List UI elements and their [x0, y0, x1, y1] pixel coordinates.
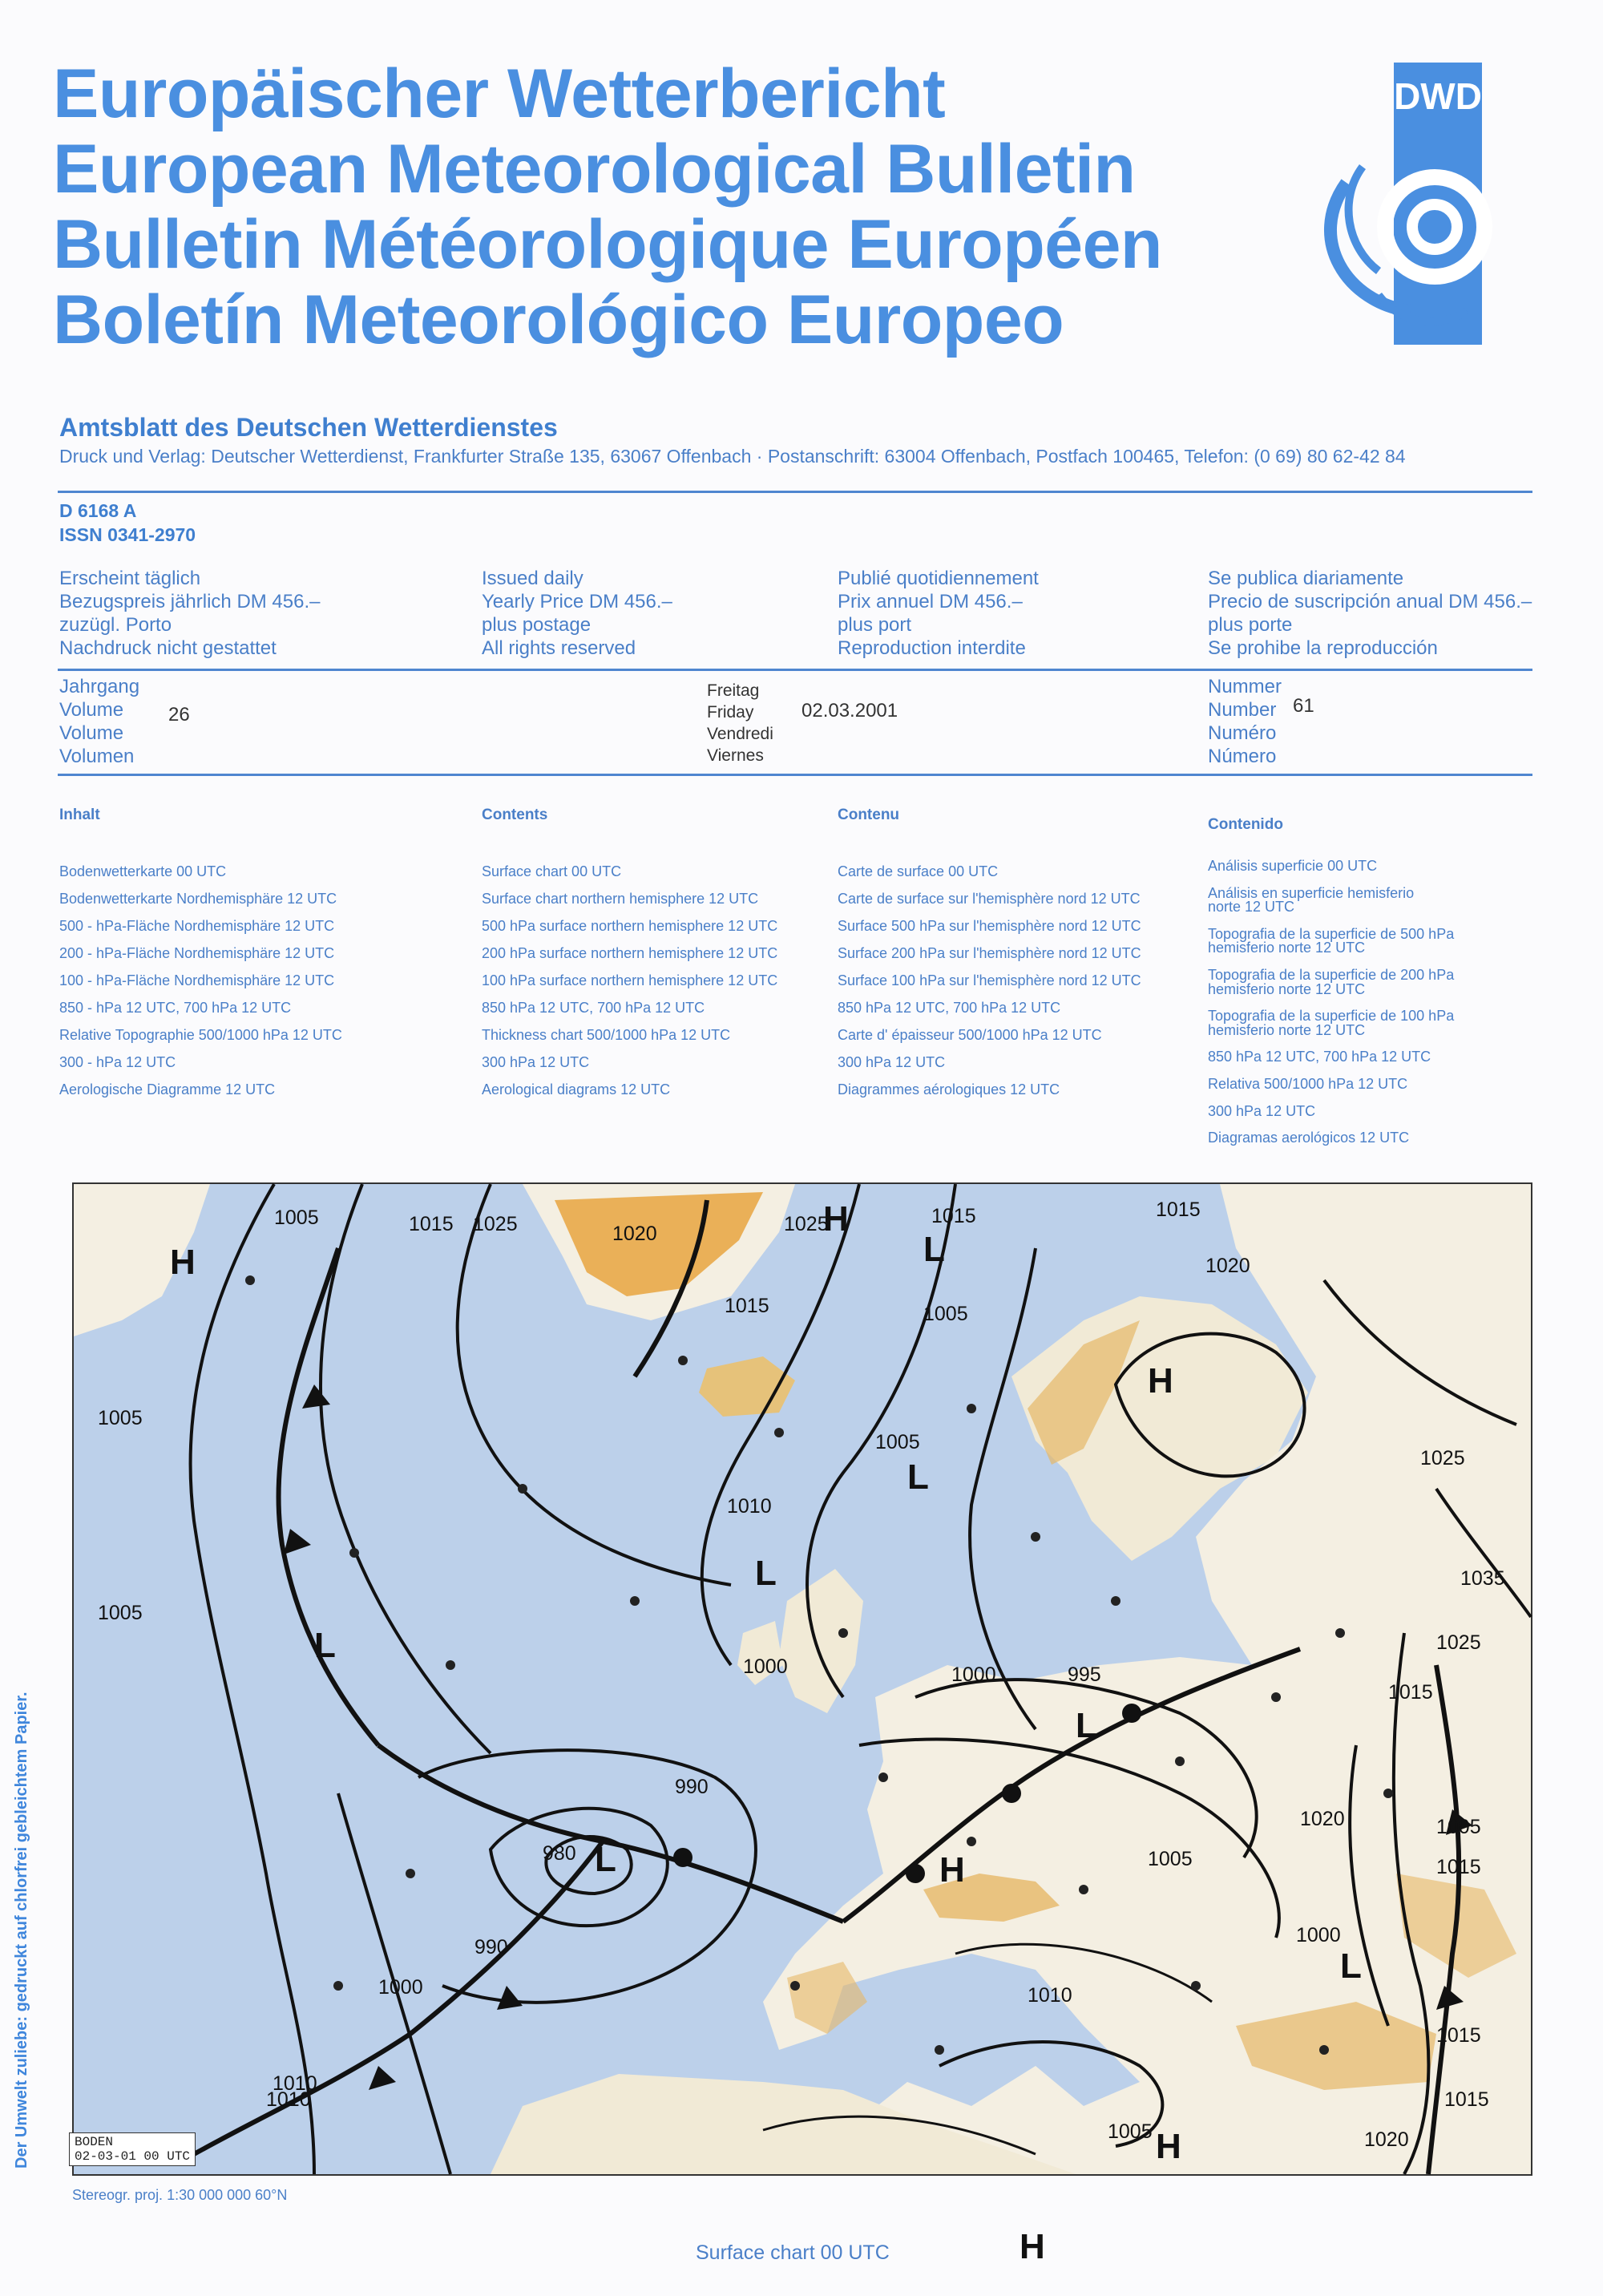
warm-front-semicircle: [673, 1848, 692, 1867]
isobar-label: 1005: [875, 1431, 920, 1453]
isobar-1005-norway: [970, 1248, 1036, 1729]
divider: [58, 774, 1532, 776]
pressure-center-high: H: [823, 1199, 849, 1239]
cold-front-triangle: [284, 1529, 311, 1554]
contents-item: Relative Topographie 500/1000 hPa 12 UTC: [59, 1027, 342, 1043]
isobar-label: 1000: [951, 1663, 996, 1686]
pressure-center-high: H: [939, 1850, 965, 1890]
warm-front-semicircle: [1122, 1704, 1141, 1723]
terms-french: [838, 567, 1039, 660]
contents-english: [482, 858, 777, 1103]
terms-line: plus porte: [1208, 614, 1293, 636]
day-label: Freitag: [707, 681, 760, 700]
isobar-label: 1020: [1300, 1808, 1345, 1830]
terms-spanish: [1208, 567, 1532, 660]
bulletin-titles: [53, 56, 1162, 358]
number-label: Number: [1208, 699, 1277, 721]
terms-line: plus port: [838, 614, 912, 636]
contents-item: Carte de surface 00 UTC: [838, 863, 999, 879]
d-number: D 6168 A: [59, 500, 137, 521]
divider: [58, 491, 1532, 493]
terms-line: Issued daily: [482, 568, 583, 589]
isobar-label: 1005: [98, 1407, 143, 1429]
contents-item: Topografia de la superficie de 200 hPa: [1208, 966, 1455, 983]
dwd-spiral-logo-icon: [1314, 63, 1500, 345]
contents-item: 200 hPa surface northern hemisphere 12 UTC: [482, 945, 778, 961]
contents-item: 850 hPa 12 UTC, 700 hPa 12 UTC: [1208, 1049, 1431, 1065]
isobar-label: 1015: [1444, 2088, 1489, 2111]
isobar-label: 1015: [409, 1213, 454, 1235]
pressure-center-low: L: [907, 1457, 929, 1497]
terms-line: Prix annuel DM 456.–: [838, 591, 1023, 612]
isobar-label: 1015: [725, 1295, 769, 1317]
isobar-label: 1015: [1436, 1856, 1481, 1878]
terms-line: Bezugspreis jährlich DM 456.–: [59, 591, 321, 612]
isobar-label: 1025: [1436, 1631, 1481, 1654]
contents-item: hemisferio norte 12 UTC: [1208, 980, 1366, 997]
pressure-center-low: L: [1076, 1706, 1097, 1745]
isobar-label: 980: [543, 1842, 576, 1865]
publisher-address: Druck und Verlag: Deutscher Wetterdienst, Frankfurter Straße 135, 63067 Offenbach · Postanschrift: 63004 Offenbach, Postfach 100465, Telefon: (0 69) 80 62-42 84: [59, 446, 1406, 467]
contents-item: Análisis superficie 00 UTC: [1208, 858, 1378, 874]
day-labels: [707, 680, 773, 766]
contents-item: Aerological diagrams 12 UTC: [482, 1081, 671, 1097]
contents-item: Surface chart 00 UTC: [482, 863, 622, 879]
front-atlantic-cold: [278, 1248, 378, 1745]
number-label: Número: [1208, 746, 1277, 767]
isobar-label: 1015: [1156, 1199, 1201, 1221]
terms-line: plus postage: [482, 614, 592, 636]
contents-item: hemisferio norte 12 UTC: [1208, 940, 1366, 956]
isobar-label: 1020: [612, 1223, 657, 1245]
contents-item: Topografia de la superficie de 100 hPa: [1208, 1008, 1455, 1025]
projection-note: Stereogr. proj. 1:30 000 000 60°N: [72, 2187, 288, 2203]
publication-ids: [59, 499, 196, 547]
number-label: Nummer: [1208, 676, 1282, 697]
day-label: Vendredi: [707, 725, 773, 743]
contents-german: [59, 858, 342, 1103]
volume-labels: [59, 675, 139, 768]
contents-item: Bodenwetterkarte 00 UTC: [59, 863, 227, 879]
pressure-center-low: L: [1340, 1946, 1362, 1986]
contents-item: 100 hPa surface northern hemisphere 12 UTC: [482, 972, 778, 988]
isobar-label: 1010: [1028, 1984, 1072, 2007]
contents-item: Diagrammes aérologiques 12 UTC: [838, 1081, 1060, 1097]
number-labels: [1208, 675, 1282, 768]
pressure-center-low: L: [755, 1554, 777, 1593]
isobar-label: 1005: [274, 1207, 319, 1229]
terms-line: Se publica diariamente: [1208, 568, 1404, 589]
isobar-990-low: [491, 1809, 668, 1926]
logo-text: DWD: [1394, 75, 1482, 117]
publisher-block: [59, 413, 1406, 467]
terms-line: All rights reserved: [482, 637, 636, 659]
volume-label: Volumen: [59, 746, 135, 767]
isobar-label: 1020: [1205, 1255, 1250, 1277]
side-recycling-note: Der Umwelt zuliebe: gedruckt auf chlorfrei gebleichtem Papier.: [13, 1692, 30, 2169]
title-french: Bulletin Météorologique Européen: [53, 206, 1162, 283]
isobar-label: 990: [474, 1936, 508, 1958]
isobar-label: 1000: [1296, 1924, 1341, 1946]
contents-item: 850 hPa 12 UTC, 700 hPa 12 UTC: [482, 1000, 705, 1016]
terms-line: Reproduction interdite: [838, 637, 1026, 659]
isobar-label: 1010: [727, 1495, 772, 1518]
terms-line: zuzügl. Porto: [59, 614, 172, 636]
land-iceland: [699, 1356, 795, 1417]
isobar-label: 1005: [923, 1303, 968, 1325]
isobar-1005-west: [191, 1184, 314, 2174]
contents-item: Diagramas aerológicos 12 UTC: [1208, 1130, 1410, 1146]
contents-spanish: [1208, 859, 1454, 1146]
isobar-label: 1005: [1148, 1848, 1193, 1870]
volume-label: Volume: [59, 699, 124, 721]
pressure-center-low: L: [314, 1626, 336, 1665]
contents-item: Bodenwetterkarte Nordhemisphäre 12 UTC: [59, 891, 337, 907]
contents-item: 300 - hPa 12 UTC: [59, 1054, 176, 1070]
volume-value: 26: [168, 704, 190, 726]
pressure-center-low: L: [595, 1840, 616, 1879]
isobar-label: 1005: [1108, 2120, 1153, 2143]
isobar-label: 1015: [931, 1205, 976, 1227]
map-stamp-line: BODEN: [75, 2135, 114, 2149]
contents-french: [838, 858, 1141, 1103]
pressure-center-high: H: [1020, 2227, 1045, 2266]
pressure-center-high: H: [170, 1243, 196, 1282]
terms-english: [482, 567, 672, 660]
contents-item: 500 - hPa-Fläche Nordhemisphäre 12 UTC: [59, 918, 335, 934]
pressure-center-high: H: [1156, 2127, 1181, 2166]
contents-item: 300 hPa 12 UTC: [838, 1054, 946, 1070]
contents-item: Topografia de la superficie de 500 hPa: [1208, 925, 1455, 942]
volume-label: Jahrgang: [59, 676, 140, 697]
terms-line: Publié quotidiennement: [838, 568, 1039, 589]
cold-front-triangle: [497, 1986, 523, 2010]
contents-header-german: Inhalt: [59, 806, 100, 823]
contents-header-spanish: Contenido: [1208, 816, 1283, 833]
contents-header-french: Contenu: [838, 806, 900, 823]
isobar-label: 1010: [273, 2072, 317, 2095]
front-occlusion-main: [378, 1745, 843, 1922]
cold-front-triangle: [302, 1384, 330, 1409]
terms-line: Precio de suscripción anual DM 456.–: [1208, 591, 1532, 612]
warm-front-semicircle: [1002, 1784, 1021, 1803]
contents-item: Thickness chart 500/1000 hPa 12 UTC: [482, 1027, 731, 1043]
contents-item: 300 hPa 12 UTC: [1208, 1102, 1316, 1119]
contents-item: Surface 100 hPa sur l'hemisphère nord 12 UTC: [838, 972, 1141, 988]
contents-item: Surface 500 hPa sur l'hemisphère nord 12 UTC: [838, 918, 1141, 934]
isobar-label: 1025: [1420, 1447, 1465, 1469]
map-stamp: [69, 2132, 196, 2166]
contents-item: Análisis en superficie hemisferio: [1208, 884, 1415, 901]
terms-line: Erscheint täglich: [59, 568, 201, 589]
title-english: European Meteorological Bulletin: [53, 131, 1136, 208]
divider: [58, 669, 1532, 671]
pressure-center-high: H: [1148, 1361, 1173, 1401]
map-stamp-line: 02-03-01 00 UTC: [75, 2149, 191, 2164]
isobar-label: 1000: [378, 1976, 423, 1999]
contents-item: 850 hPa 12 UTC, 700 hPa 12 UTC: [838, 1000, 1061, 1016]
publisher-name: Amtsblatt des Deutschen Wetterdienstes: [59, 413, 558, 442]
issue-number: 61: [1293, 695, 1314, 717]
contents-item: Carte de surface sur l'hemisphère nord 12 UTC: [838, 891, 1141, 907]
day-label: Viernes: [707, 746, 764, 765]
day-label: Friday: [707, 703, 754, 722]
isobar-label: 1015: [1436, 2024, 1481, 2047]
issn: ISSN 0341-2970: [59, 524, 196, 545]
contents-item: hemisferio norte 12 UTC: [1208, 1021, 1366, 1038]
cold-front-triangle: [369, 2066, 396, 2090]
isobar-label: 1025: [784, 1213, 829, 1235]
title-spanish: Boletín Meteorológico Europeo: [53, 281, 1064, 358]
map-caption: Surface chart 00 UTC: [696, 2241, 890, 2264]
contents-item: Surface chart northern hemisphere 12 UTC: [482, 891, 759, 907]
contents-item: 100 - hPa-Fläche Nordhemisphäre 12 UTC: [59, 972, 335, 988]
isobar-label: 1035: [1460, 1567, 1505, 1590]
contents-item: 200 - hPa-Fläche Nordhemisphäre 12 UTC: [59, 945, 335, 961]
isobar-label: 1015: [1388, 1681, 1433, 1704]
terms-line: Nachdruck nicht gestattet: [59, 637, 277, 659]
isobar-label: 1010: [266, 2088, 311, 2111]
warm-front-semicircle: [906, 1864, 925, 1883]
dwd-logo: [1314, 63, 1500, 345]
isobar-label: 1005: [98, 1602, 143, 1624]
issue-date: 02.03.2001: [802, 700, 898, 722]
contents-item: Aerologische Diagramme 12 UTC: [59, 1081, 276, 1097]
terms-line: Yearly Price DM 456.–: [482, 591, 672, 612]
isobar-label: 1020: [1364, 2128, 1409, 2151]
volume-label: Volume: [59, 722, 124, 744]
contents-item: Carte d' épaisseur 500/1000 hPa 12 UTC: [838, 1027, 1102, 1043]
isobar-label: 995: [1068, 1663, 1101, 1686]
number-label: Numéro: [1208, 722, 1277, 744]
contents-item: 500 hPa surface northern hemisphere 12 UTC: [482, 918, 778, 934]
pressure-center-low: L: [923, 1230, 945, 1269]
contents-item: Relativa 500/1000 hPa 12 UTC: [1208, 1075, 1408, 1092]
terms-german: [59, 567, 321, 660]
land-british-isles: [779, 1569, 863, 1713]
terms-line: Se prohibe la reproducción: [1208, 637, 1438, 659]
isobar-label: 990: [675, 1776, 709, 1798]
isobar-label: 1005: [1436, 1816, 1481, 1838]
isobar-label: 1000: [743, 1655, 788, 1678]
contents-item: 300 hPa 12 UTC: [482, 1054, 590, 1070]
isobar-label: 1025: [473, 1213, 518, 1235]
contents-item: Surface 200 hPa sur l'hemisphère nord 12 UTC: [838, 945, 1141, 961]
title-german: Europäischer Wetterbericht: [53, 55, 946, 132]
contents-header-english: Contents: [482, 806, 548, 823]
contents-item: 850 - hPa 12 UTC, 700 hPa 12 UTC: [59, 1000, 292, 1016]
contents-item: norte 12 UTC: [1208, 899, 1295, 916]
